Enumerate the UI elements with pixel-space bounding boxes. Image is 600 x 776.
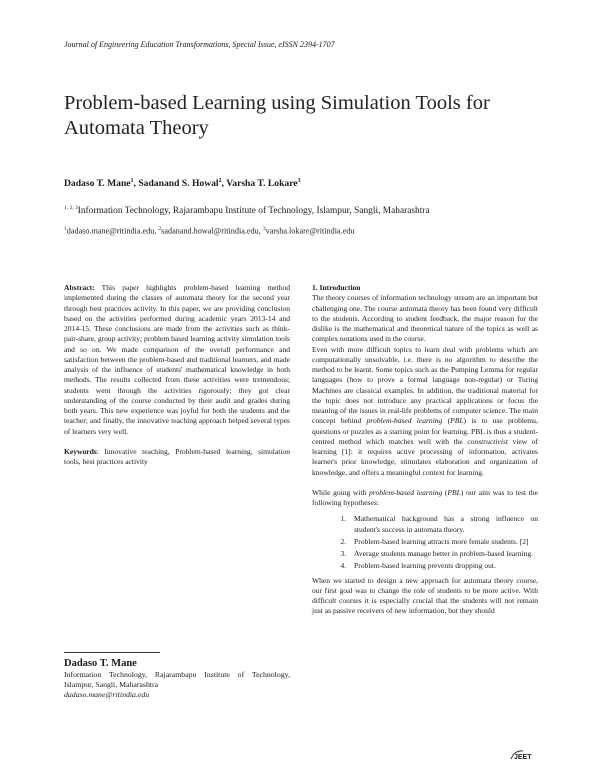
text-run: Even with more difficult topics to learn deal with problems which are computationally unsolvable, i.e. there is no algorithm to describe the method to be learnt. Some topics such as the Pumping Lemma for regular languages (how to prove a formal language non-regular) or Turing Machines are classical examples. In addition, the traditional material for the topic does not introduce any practical applications or focus the meaning of the issues in real-life problems of computer science. The main concept behind [312, 344, 538, 426]
paper-title: Problem-based Learning using Simulation Tools for Automata Theory [64, 92, 490, 139]
bio-email[interactable]: dadaso.mane@ritindia.edu [64, 690, 150, 699]
left-column [64, 283, 290, 467]
affiliation-sup: 1, 2, 3 [64, 205, 78, 211]
email-link[interactable]: sadanand.howal@ritindia.edu [161, 226, 259, 236]
emphasis: PBL [450, 416, 464, 426]
abstract [64, 283, 290, 437]
text-run: ) our aim was to test the following hypotheses: [312, 487, 538, 507]
affiliation [64, 205, 430, 216]
text-run: ( [442, 487, 448, 497]
emphasis: PBL [447, 487, 461, 497]
author-list: Dadaso T. Mane$^1$, Sadanand S. Howal$^2$, Varsha T. Lokare$^3$ [64, 178, 301, 190]
list-item: 3. Average students manage better in problem-based learning. [348, 549, 538, 559]
intro-paragraph-4: When we started to design a new approach for automata theory course, our first goal was to change the role of students to be more active. With difficult courses it is especially crucial that the students will not remain just as passive receivers of new information, but they should [312, 575, 538, 616]
keywords [64, 447, 290, 468]
right-column [312, 283, 538, 617]
email-sup: 3 [262, 226, 266, 232]
list-item: 4. Problem-based learning prevents dropping out. [348, 561, 538, 571]
keywords-label: Keywords [64, 446, 97, 456]
text-run: While going with [312, 487, 370, 497]
abstract-text: This paper highlights problem-based learning method implemented during the classes of automata theory for the second year through best practices activity. In this paper, we are providing conclusion based on the activities performed during academic years 2013-14 and 2014-15. These conclusions are made from the activities such as think-pair-share, group activity; problem based learning activity simulation tools and so on. We made comparison of the overall performance and satisfaction between the problem-based and traditional learners, and made analysis of the influence of students' mathematical knowledge in both methods. The results collected from these activities were tremendous; students went through the activities rigorously; they got clear understanding of the course conducted by their audit and grades during both years. This new experience was joyful for both the students and the teacher; and finally, the innovative teaching approach helped several types of learners very well. [64, 283, 290, 436]
emphasis: constructivist [467, 436, 508, 446]
abstract-label: Abstract: [64, 283, 95, 292]
email-sup: 2 [158, 226, 162, 232]
bio-block [64, 670, 290, 700]
author-name: Varsha T. Lokare [226, 178, 298, 190]
list-item: 2. Problem-based learning attracts more female students. [2] [348, 537, 538, 547]
intro-paragraph-1: The theory courses of information technology stream are an important but challenging one. The course automata theory has been found very difficult to the students. According to student feedback, the major reason for the dislike is the mathematical and theoretical nature of the topics as well as complex notations used in the course. [312, 293, 538, 344]
emphasis: problem-based learning [369, 487, 443, 497]
affiliation-text: Information Technology, Rajarambapu Institute of Technology, Islampur, Sangli, Maharashtra [77, 206, 430, 217]
author-sup: 3 [297, 178, 301, 184]
author-sup: 2 [218, 178, 222, 184]
list-item: 1. Mathematical background has a strong influence on student's success in automata theory. [348, 514, 538, 535]
author-sup: 1 [130, 178, 134, 184]
emphasis: problem-based learning [366, 416, 443, 426]
bio-name: Dadaso T. Mane [64, 658, 137, 669]
intro-paragraph-2 [312, 345, 538, 478]
text-run: ( [442, 416, 451, 426]
email-link[interactable]: dadaso.mane@ritindia.edu [66, 226, 155, 236]
journal-header: Journal of Engineering Education Transformations, Special Issue, eISSN 2394-1707 [64, 40, 335, 49]
hypotheses-list [312, 514, 538, 571]
author-name: Sadanand S. Howal [138, 178, 219, 190]
keywords-text: : Innovative teaching, Problem-based learning, simulation tools, best practices activity [64, 446, 290, 466]
logo-text: JEET [514, 754, 532, 761]
footnote-divider [64, 652, 160, 653]
section-heading: 1. Introduction [312, 283, 361, 292]
text-run: ) is to use problems, questions or puzzles as a starting point for learning. PBL is thus a student-centred method which matches well with the [312, 416, 538, 446]
intro-paragraph-3 [312, 488, 538, 509]
bio-text: Information Technology, Rajarambapu Institute of Technology, Islampur, Sangli, Maharashtra [64, 670, 290, 689]
author-name: Dadaso T. Mane [64, 178, 131, 190]
email-link[interactable]: varsha.lokare@ritindia.edu [265, 226, 355, 236]
jeet-logo [509, 748, 535, 761]
text-run: view of learning [1]: it requires active processing of information, activates learner's prior knowledge, stimulates elaboration and organization of knowledge, and offers a meaningful context for learning. [312, 436, 538, 477]
author-emails: $^1$dadaso.mane@ritindia.edu, $^2$sadanand.howal@ritindia.edu, $^3$varsha.lokare@ritindia.edu [64, 226, 355, 236]
email-sup: 1 [64, 226, 67, 232]
